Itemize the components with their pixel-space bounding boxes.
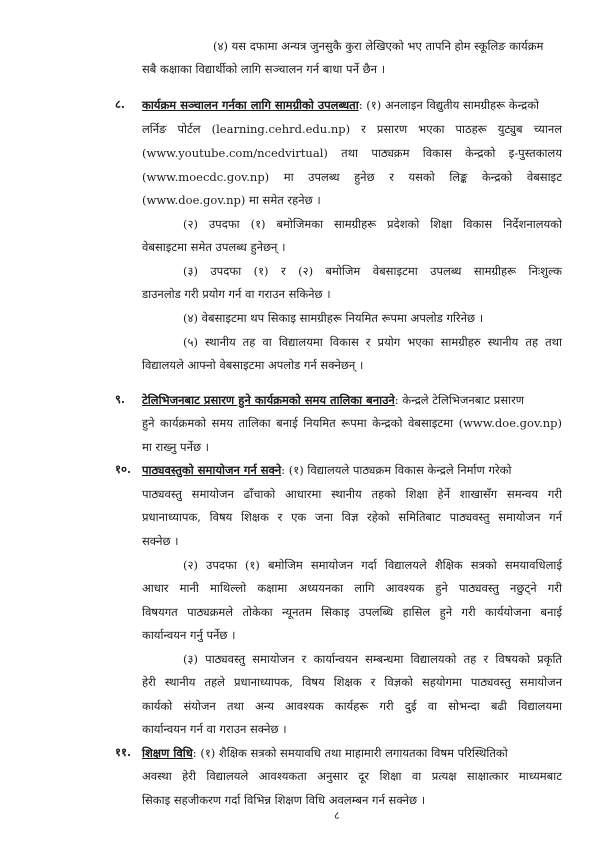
paragraph-line: सक्नेछ । <box>142 534 179 548</box>
paragraph-line: (www.youtube.com/ncedvirtual) तथा पाठ्यक्रम विकास केन्द्रको इ-पुस्तकालय <box>142 146 562 160</box>
paragraph-text: : (१) शैक्षिक सत्रको समयावधि तथा माहामारी लगायतका विषम परिस्थितिको <box>192 746 508 760</box>
paragraph-line: (२) उपदफा (१) बमोजिमका सामग्रीहरू प्रदेशको शिक्षा विकास निर्देशनालयको <box>183 217 562 231</box>
paragraph-line: कार्यान्वयन गर्नु पर्नेछ । <box>142 628 236 642</box>
section-heading: शिक्षण विधि <box>142 746 193 760</box>
paragraph-line: मा राख्नु पर्नेछ । <box>142 440 210 454</box>
paragraph-line: कार्यान्वयन गर्न वा गराउन सक्नेछ । <box>142 722 287 736</box>
paragraph-line: आधार मानी माथिल्लो कक्षामा अध्ययनका लागि आवश्यक हुने पाठ्यवस्तु नछुट्ने गरी <box>142 581 562 595</box>
paragraph-line: (२) उपदफा (१) बमोजिम समायोजन गर्दा विद्यालयले शैक्षिक सत्रको समयावधिलाई <box>183 558 562 572</box>
section-number: ९. <box>115 392 125 406</box>
section-number: ८. <box>115 97 125 111</box>
section-heading: टेलिभिजनबाट प्रसारण हुने कार्यक्रमको समय तालिका बनाउने <box>142 393 395 407</box>
paragraph-line: कार्यको संयोजन तथा अन्य आवश्यक कार्यहरू गरी दुई वा सोभन्दा बढी विद्यालयमा <box>142 699 562 713</box>
paragraph-line: (४) वेबसाइटमा थप सिकाइ सामग्रीहरू नियमित रूपमा अपलोड गरिनेछ । <box>183 311 484 325</box>
paragraph-line: (३) पाठ्यवस्तु समायोजन र कार्यान्वयन सम्बन्धमा विद्यालयको तह र विषयको प्रकृति <box>183 652 562 666</box>
section-10-first-line <box>142 462 512 478</box>
paragraph-line: डाउनलोड गरी प्रयोग गर्न वा गराउन सकिनेछ । <box>142 287 331 301</box>
paragraph-line: विद्यालयले आफ्नो वेबसाइटमा अपलोड गर्न सक्नेछन् । <box>142 358 364 372</box>
paragraph-line: विषयगत पाठ्यक्रमले तोकेका न्यूनतम सिकाइ उपलब्धि हासिल हुने गरी कार्ययोजना बनाई <box>142 605 562 619</box>
paragraph-line: (www.doe.gov.np) मा समेत रहनेछ । <box>142 193 321 207</box>
paragraph-line: प्रधानाध्यापक, विषय शिक्षक र एक जना विज्ञ रहेको समितिबाट पाठ्यवस्तु समायोजन गर्न <box>142 510 562 524</box>
paragraph-text: (१) अनलाइन विद्युतीय सामग्रीहरू केन्द्रको <box>366 98 540 112</box>
paragraph-line: वेबसाइटमा समेत उपलब्ध हुनेछन् । <box>142 240 286 254</box>
paragraph-line: (४) यस दफामा अन्यत्र जुनसुकै कुरा लेखिएको भए तापनि होम स्कूलिङ कार्यक्रम <box>213 39 544 53</box>
paragraph-line: हुने कार्यक्रमको समय तालिका बनाई नियमित रूपमा केन्द्रको वेबसाइटमा (www.doe.gov.np) <box>142 416 562 430</box>
section-9-first-line <box>142 392 524 408</box>
paragraph-text: : केन्द्रले टेलिभिजनबाट प्रसारण <box>394 393 525 407</box>
paragraph-line: पाठ्यवस्तु समायोजन ढाँचाको आधारमा स्थानीय तहको शिक्षा हेर्ने शाखासँग समन्वय गरी <box>142 487 562 501</box>
page-number: ८ <box>334 809 340 822</box>
paragraph-line: सिकाइ सहजीकरण गर्दा विभिन्न शिक्षण विधि अवलम्बन गर्न सक्नेछ । <box>142 793 426 807</box>
section-heading: कार्यक्रम सञ्चालन गर्नका लागि सामग्रीको उपलब्धता <box>142 98 359 112</box>
section-number: १०. <box>115 462 131 476</box>
paragraph-line: सबै कक्षाका विद्यार्थीको लागि सञ्चालन गर्न बाधा पर्ने छैन । <box>142 62 386 76</box>
paragraph-line: हेरी स्थानीय तहले प्रधानाध्यापक, विषय शिक्षक र विज्ञको सहयोगमा पाठ्यवस्तु समायोजन <box>142 675 562 689</box>
paragraph-text: : (१) विद्यालयले पाठ्यक्रम विकास केन्द्रले निर्माण गरेको <box>281 463 512 477</box>
paragraph-line: अवस्था हेरी विद्यालयले आवश्यकता अनुसार दूर शिक्षा वा प्रत्यक्ष साक्षात्कार माध्यमबाट <box>142 769 562 783</box>
section-11-first-line <box>142 745 508 761</box>
paragraph-line: (३) उपदफा (१) र (२) बमोजिम वेबसाइटमा उपलब्ध सामग्रीहरू निःशुल्क <box>183 264 562 278</box>
paragraph-line: (www.moecdc.gov.np) मा उपलब्ध हुनेछ र यसको लिङ्क केन्द्रको वेबसाइट <box>142 170 562 184</box>
paragraph-line: लर्निङ पोर्टल (learning.cehrd.edu.np) र प्रसारण भएका पाठहरू युट्युब च्यानल <box>142 122 562 136</box>
section-8-first-line: कार्यक्रम सञ्चालन गर्नका लागि सामग्रीको उपलब्धता: (१) अनलाइन विद्युतीय सामग्रीहरू केन्द्रको <box>142 98 540 112</box>
paragraph-line: (५) स्थानीय तह वा विद्यालयमा विकास र प्रयोग भएका सामग्रीहरु स्थानीय तह तथा <box>183 335 562 349</box>
section-heading: पाठ्यवस्तुको समायोजन गर्न सक्ने <box>142 463 282 477</box>
section-number: ११. <box>115 745 131 759</box>
